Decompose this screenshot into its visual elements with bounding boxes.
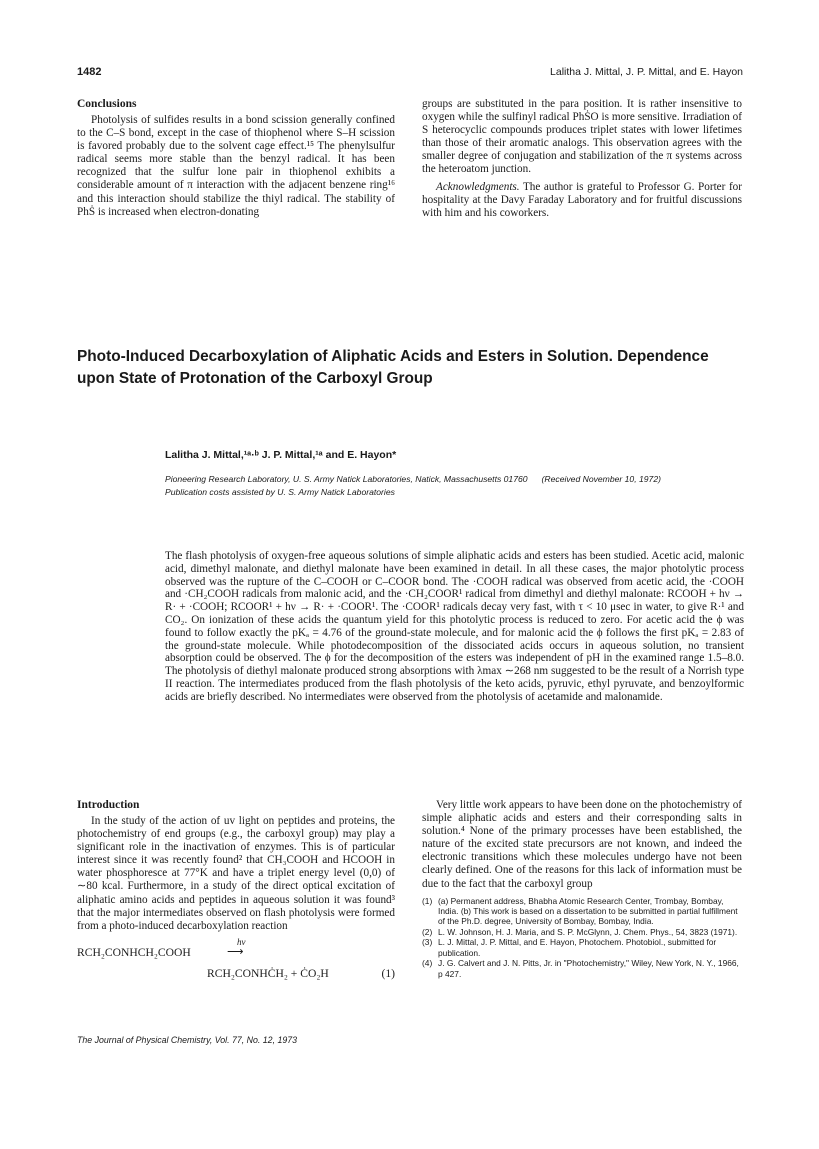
- introduction-paragraph-1: In the study of the action of uv light on peptides and proteins, the photochemistry of end groups (e.g., the carboxyl group) may play a significant role in the inactivation of enzymes. This is of particular interest since it was recently found² that CH₃COOH and HCOOH in water phosphoresce at 77°K and have a triplet energy level (0,0) of ∼80 kcal. Furthermore, in a study of the direct optical excitation of aliphatic amino acids and peptides in aqueous solution it was found³ that the major intermediates observed on flash photolysis were formed from a photo-induced decarboxylation reaction: [77, 815, 395, 932]
- affiliation: Pioneering Research Laboratory, U. S. Army Natick Laboratories, Natick, Massachusetts 01760: [165, 474, 528, 484]
- footnote-number: (4): [422, 958, 433, 969]
- acknowledgments-label: Acknowledgments.: [436, 180, 520, 193]
- footnote-4: [422, 958, 742, 979]
- conclusions-section: [77, 98, 395, 219]
- running-head: Lalitha J. Mittal, J. P. Mittal, and E. Hayon: [550, 66, 743, 78]
- article-title: Photo-Induced Decarboxylation of Aliphatic Acids and Esters in Solution. Dependence upon State of Protonation of the Carboxyl Group: [77, 348, 709, 387]
- introduction-section: [77, 799, 395, 983]
- equation-hv-label: hν: [237, 936, 246, 947]
- equation-1: [77, 936, 395, 983]
- conclusions-heading: Conclusions: [77, 98, 137, 110]
- conclusions-continued: [422, 98, 742, 220]
- abstract: The flash photolysis of oxygen-free aqueous solutions of simple aliphatic acids and esters has been studied. Acetic acid, malonic acid, dimethyl malonate, and diethyl malonate have been examined in detail. In all these cases, the major photolytic process observed was the rupture of the C–COOH or C–COOR bond. The ·COOH radical was observed from acetic acid, the ·COOH and ·CH₂COOH radicals from malonic acid, and the ·CH₂COOR¹ radical from dimethyl and diethyl malonate: RCOOH + hν → R· + ·COOH; RCOOR¹ + hν → R· + ·COOR¹. The ·COOR¹ radicals decay very fast, with τ < 10 μsec in water, to give R·¹ and CO₂. On ionization of these acids the quantum yield for this photolytic process is reduced to zero. For acetic acid the ϕ was found to follow exactly the pKₐ = 4.76 of the ground-state molecule, and for malonic acid the ϕ follows the first pKₐ = 2.83 of the ground-state molecule. While photodecomposition of the dissociated acids occurs in aqueous solution, no transient absorption could be observed. The ϕ for the decomposition of the esters was independent of pH in the examined range 1.5–8.0. The photolysis of diethyl malonate produced strong absorptions with λmax ∼268 nm suggested to be the result of a Norrish type II reaction. The intermediates produced from the flash photolysis of the keto acids, pyruvic, ethyl pyruvate, and benzoylformic acids are briefly described. No intermediates were observed from the photolysis of acetamide and malonamide.: [165, 550, 744, 703]
- received-date: (Received November 10, 1972): [541, 474, 661, 484]
- footnote-number: (3): [422, 937, 433, 948]
- footnote-2: [422, 927, 742, 937]
- footnote-1: [422, 896, 742, 927]
- conclusions-paragraph-1: Photolysis of sulfides results in a bond scission generally confined to the C–S bond, except in the case of thiophenol where S–H scission is favored probably due to the solvent cage effect.¹⁵ The phenylsulfur radical seems more stable than the benzyl radical. It has been recognized that the sulfur lone pair in thiophenol exhibits a considerable amount of π interaction with the adjacent benzene ring¹⁶ and this interaction should stabilize the thiyl radical. The stability of PhṠ is increased when electron-donating: [77, 114, 395, 218]
- footnote-text: J. G. Calvert and J. N. Pitts, Jr. in "Photochemistry," Wiley, New York, N. Y., 1966, p 427.: [438, 958, 739, 979]
- page-number: 1482: [77, 66, 102, 78]
- journal-footer: The Journal of Physical Chemistry, Vol. 77, No. 12, 1973: [77, 1035, 298, 1045]
- footnote-3: [422, 937, 742, 958]
- footnote-number: (2): [422, 926, 433, 937]
- footnote-text: (a) Permanent address, Bhabha Atomic Research Center, Trombay, Bombay, India. (b) This work is based on a dissertation to be submitted in partial fulfillment of the Ph.D. degree, University of Bombay, Bombay, India.: [438, 895, 738, 927]
- footnote-text: L. W. Johnson, H. J. Maria, and S. P. McGlynn, J. Chem. Phys., 54, 3823 (1971).: [438, 926, 738, 937]
- footnotes: [422, 896, 742, 979]
- equation-products: RCH₂CONHĊH₂ + ĊO₂H: [207, 966, 329, 980]
- footnote-text: L. J. Mittal, J. P. Mittal, and E. Hayon, Photochem. Photobiol., submitted for publication.: [438, 937, 717, 958]
- footnote-number: (1): [422, 895, 433, 906]
- affiliation-block: [165, 473, 765, 499]
- introduction-heading: Introduction: [77, 799, 140, 811]
- introduction-continued: [422, 799, 742, 979]
- equation-reactant: RCH₂CONHCH₂COOH: [77, 945, 191, 959]
- acknowledgments-text: The author is grateful to Professor G. Porter for hospitality at the Davy Faraday Laboratory and for fruitful discussions with him and his coworkers.: [422, 180, 742, 219]
- equation-number: (1): [381, 966, 395, 980]
- introduction-paragraph-2: Very little work appears to have been done on the photochemistry of simple aliphatic acids and esters and their corresponding salts in solution.⁴ None of the primary processes have been established, the nature of the excited state precursors are not known, and indeed the electronic transitions which these molecules undergo have not been clearly defined. One of the reasons for this lack of information must be due to the fact that the carboxyl group: [422, 799, 743, 890]
- equation-arrow: ⟶: [227, 944, 244, 958]
- conclusions-paragraph-2: groups are substituted in the para position. It is rather insensitive to oxygen while the sulfinyl radical PhṠO is more sensitive. Irradiation of S heterocyclic compounds produces triplet states with lower lifetimes than those of their aromatic analogs. This observation agrees with the smaller degree of conjugation and stabilization of the π systems across the heteroatom junction.: [422, 98, 742, 176]
- acknowledgments-paragraph: [422, 181, 742, 220]
- publication-costs: Publication costs assisted by U. S. Army Natick Laboratories: [165, 487, 395, 497]
- author-list: Lalitha J. Mittal,¹ᵃ·ᵇ J. P. Mittal,¹ᵃ and E. Hayon*: [165, 449, 397, 461]
